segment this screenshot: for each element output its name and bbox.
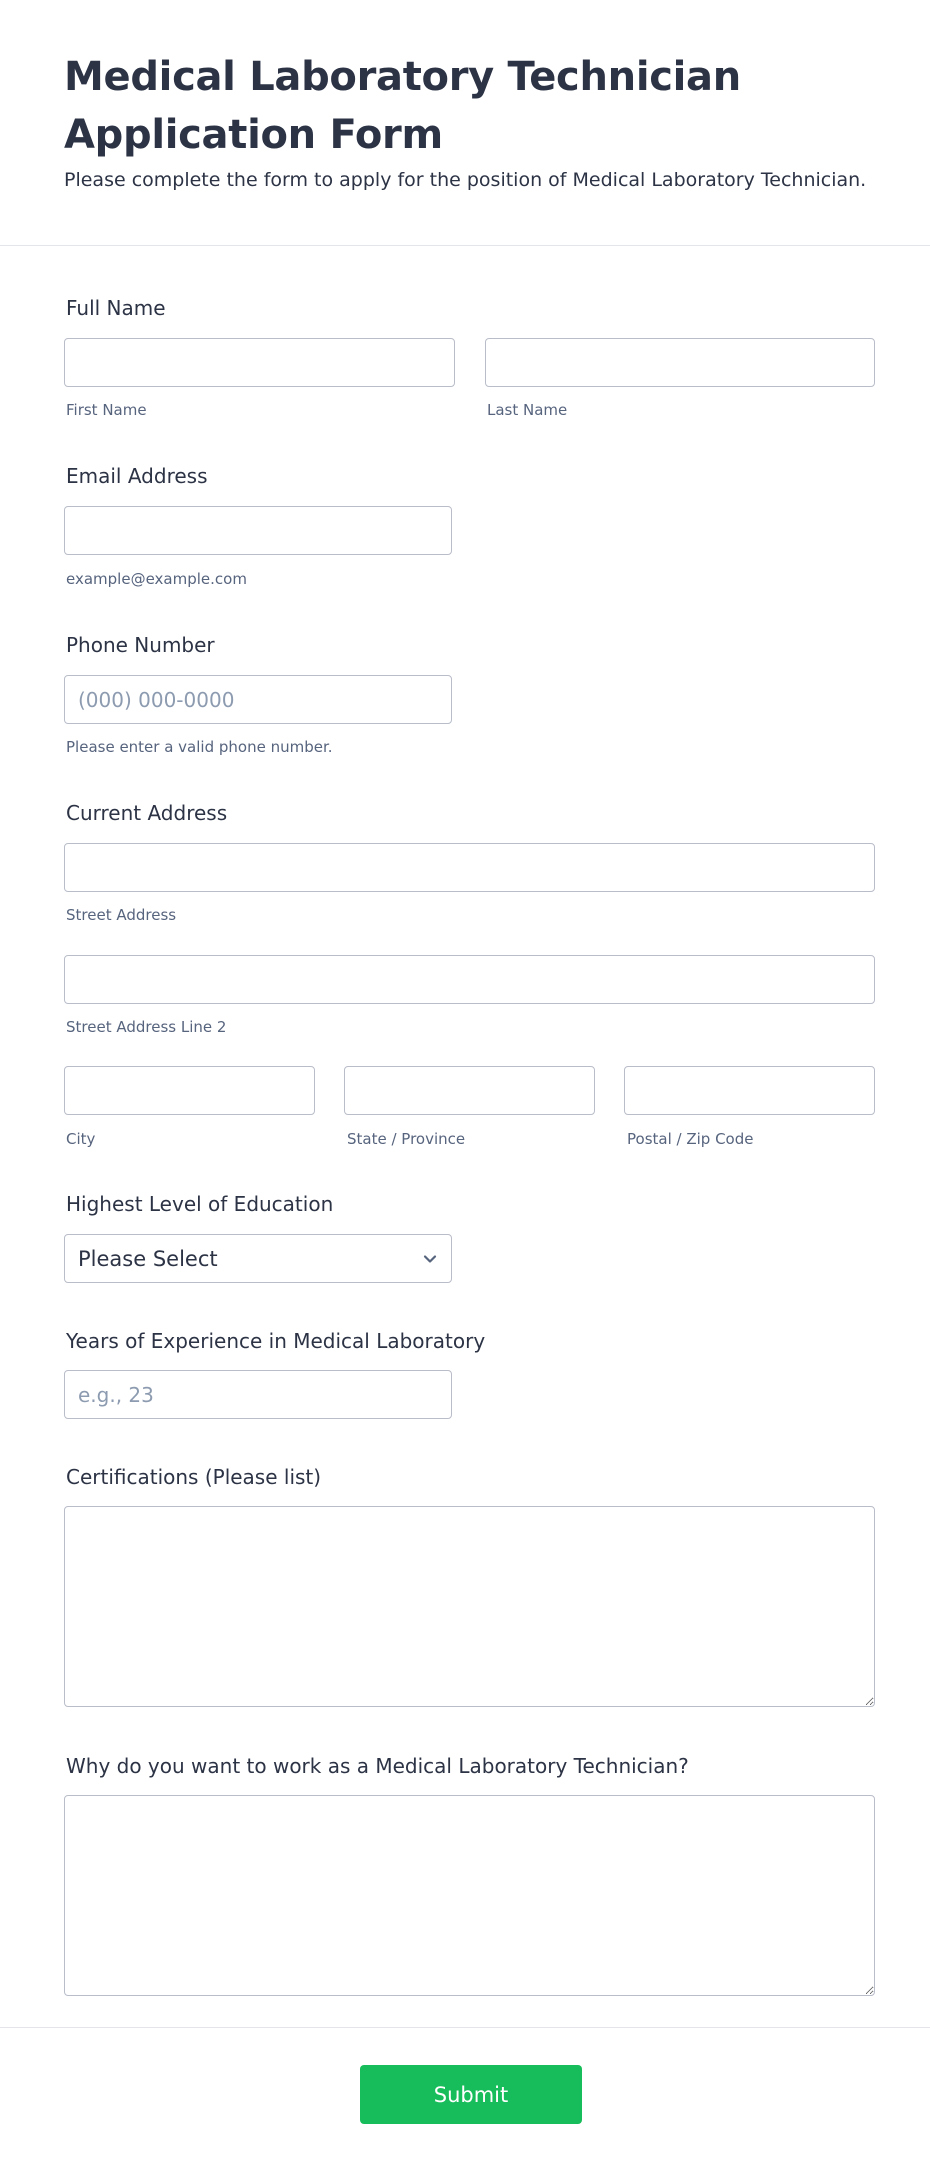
motivation-textarea[interactable] xyxy=(64,1795,875,1996)
experience-input[interactable] xyxy=(64,1370,452,1419)
city-sublabel: City xyxy=(66,1130,96,1148)
street-address-input[interactable] xyxy=(64,843,875,892)
street-address-line2-input[interactable] xyxy=(64,955,875,1004)
submit-button[interactable]: Submit xyxy=(360,2065,582,2124)
experience-label: Years of Experience in Medical Laboratory xyxy=(66,1329,486,1353)
form-subtitle: Please complete the form to apply for the position of Medical Laboratory Technician. xyxy=(64,169,867,191)
footer-divider xyxy=(0,2027,930,2028)
education-select-value: Please Select xyxy=(78,1246,218,1271)
first-name-input[interactable] xyxy=(64,338,455,387)
full-name-label: Full Name xyxy=(66,296,166,320)
state-sublabel: State / Province xyxy=(347,1130,466,1148)
email-sublabel: example@example.com xyxy=(66,570,247,588)
education-select[interactable] xyxy=(64,1234,452,1283)
last-name-input[interactable] xyxy=(485,338,875,387)
phone-input[interactable] xyxy=(64,675,452,724)
state-input[interactable] xyxy=(344,1066,595,1115)
phone-label: Phone Number xyxy=(66,633,215,657)
street-address-line2-sublabel: Street Address Line 2 xyxy=(66,1018,227,1036)
phone-sublabel: Please enter a valid phone number. xyxy=(66,738,333,756)
address-label: Current Address xyxy=(66,801,228,825)
motivation-label: Why do you want to work as a Medical Laboratory Technician? xyxy=(66,1754,689,1778)
certifications-label: Certifications (Please list) xyxy=(66,1465,322,1489)
education-label: Highest Level of Education xyxy=(66,1192,334,1216)
form-header xyxy=(0,0,930,246)
email-input[interactable] xyxy=(64,506,452,555)
certifications-textarea[interactable] xyxy=(64,1506,875,1707)
first-name-sublabel: First Name xyxy=(66,401,147,419)
city-input[interactable] xyxy=(64,1066,315,1115)
chevron-down-icon xyxy=(422,1251,438,1267)
form-title: Medical Laboratory Technician Application Form xyxy=(64,54,741,158)
email-label: Email Address xyxy=(66,464,208,488)
postal-code-sublabel: Postal / Zip Code xyxy=(627,1130,754,1148)
street-address-sublabel: Street Address xyxy=(66,906,177,924)
last-name-sublabel: Last Name xyxy=(487,401,568,419)
postal-code-input[interactable] xyxy=(624,1066,875,1115)
